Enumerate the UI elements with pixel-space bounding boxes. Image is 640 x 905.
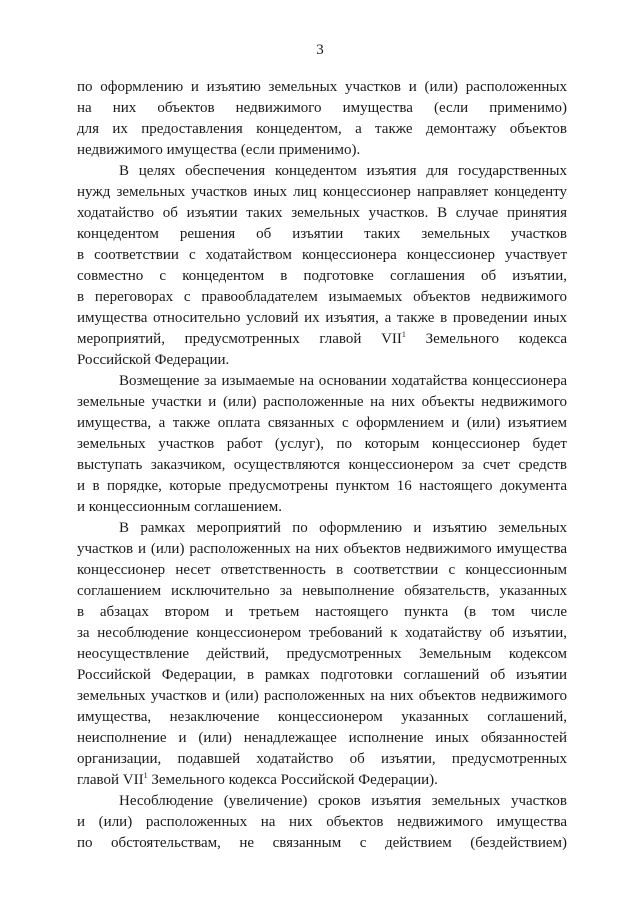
- text-line: в абзацах втором и третьем настоящего пункта (в том числе: [77, 604, 567, 620]
- paragraph: [77, 791, 567, 854]
- text-line: по оформлению и изъятию земельных участков и (или) расположенных: [77, 79, 567, 95]
- text-line: участков и (или) расположенных на них объектов недвижимого имущества: [77, 541, 567, 557]
- text-line: в переговорах с правообладателем изымаемых объектов недвижимого: [77, 289, 567, 305]
- text-line: организации, подавшей ходатайство об изъятии, предусмотренных: [77, 751, 567, 767]
- text-line: Российской Федерации.: [77, 352, 230, 368]
- text-line: главой VII$^1$ Земельного кодекса Российской Федерации).: [77, 771, 438, 788]
- text-line: земельных участков работ (услуг), по которым концессионер будет: [77, 436, 567, 452]
- text-line: имущества, незаключение концессионером указанных соглашений,: [77, 709, 567, 725]
- text-line: выступать заказчиком, осуществляются концессионером за счет средств: [77, 457, 567, 473]
- text-line: земельных участков и (или) расположенных на них объектов недвижимого: [77, 688, 567, 704]
- text-line: на них объектов недвижимого имущества (если применимо): [77, 100, 567, 116]
- text-line: и в порядке, которые предусмотрены пунктом 16 настоящего документа: [77, 478, 567, 494]
- text-line: за несоблюдение концессионером требований к ходатайству об изъятии,: [77, 625, 567, 641]
- text-line: в соответствии с ходатайством концессионера концессионер участвует: [77, 247, 567, 263]
- text-line: и (или) расположенных на них объектов недвижимого имущества: [77, 814, 567, 830]
- text-line: Российской Федерации, в рамках подготовки соглашений об изъятии: [77, 667, 567, 683]
- text-line: нужд земельных участков иных лиц концессионер направляет концеденту: [77, 184, 567, 200]
- text-line: соглашением исключительно за невыполнение обязательств, указанных: [77, 583, 567, 599]
- text-line: Несоблюдение (увеличение) сроков изъятия земельных участков: [119, 793, 567, 809]
- text-line: концессионер несет ответственность в соответствии с концессионным: [77, 562, 567, 578]
- text-line: земельные участки и (или) расположенные на них объекты недвижимого: [77, 394, 567, 410]
- text-line: неисполнение и (или) ненадлежащее исполнение иных обязанностей: [77, 730, 567, 746]
- text-line: совместно с концедентом в подготовке соглашения об изъятии,: [77, 268, 567, 284]
- paragraph: [77, 518, 567, 791]
- text-line: недвижимого имущества (если применимо).: [77, 142, 361, 158]
- paragraph: [77, 77, 567, 161]
- text-line: Возмещение за изымаемые на основании ходатайства концессионера: [119, 373, 567, 389]
- text-line: по обстоятельствам, не связанным с действием (бездействием): [77, 835, 567, 851]
- text-line: В рамках мероприятий по оформлению и изъятию земельных: [119, 520, 567, 536]
- body-text: [77, 77, 567, 854]
- text-line: неосуществление действий, предусмотренных Земельным кодексом: [77, 646, 567, 662]
- text-line: концедентом решения об изъятии таких земельных участков: [77, 226, 567, 242]
- text-line: В целях обеспечения концедентом изъятия для государственных: [119, 163, 567, 179]
- text-line: имущества относительно условий их изъятия, а также в проведении иных: [77, 310, 567, 326]
- text-line: мероприятий, предусмотренных главой VII$^1$ Земельного кодекса: [77, 330, 567, 347]
- superscript: 1: [401, 330, 406, 339]
- text-line: для их предоставления концедентом, а также демонтажу объектов: [77, 121, 567, 137]
- text-line: ходатайство об изъятии таких земельных участков. В случае принятия: [77, 205, 567, 221]
- text-line: имущества, а также оплата связанных с оформлением и (или) изъятием: [77, 415, 567, 431]
- superscript: 1: [143, 771, 148, 780]
- page-number: 3: [316, 42, 324, 58]
- text-line: и концессионным соглашением.: [77, 499, 282, 515]
- paragraph: [77, 371, 567, 518]
- paragraph: [77, 161, 567, 371]
